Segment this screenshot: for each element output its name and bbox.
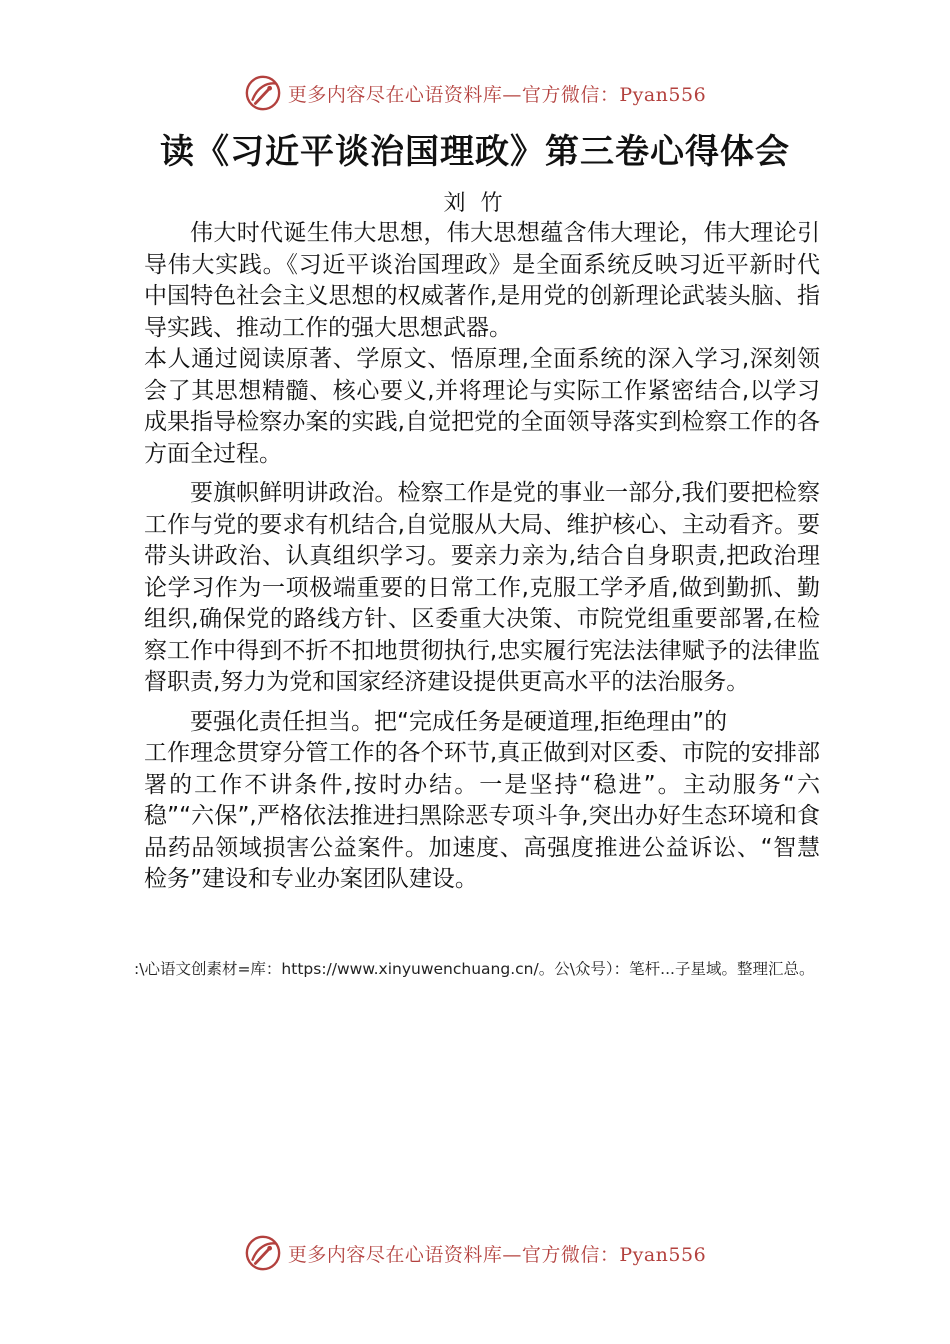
document-title: 读《习近平谈治国理政》第三卷心得体会 xyxy=(160,132,790,172)
paragraph: 工作理念贯穿分管工作的各个环节,真正做到对区委、市院的安排部署的工作不讲条件,按时办结。一是坚持“稳进”。主动服务“六稳”“六保”,严格依法推进扫黑除恶专项斗争,突出办好生态环境和食品药品领域损害公益案件。加速度、高强度推进公益诉讼、“智慧检务”建设和专业办案团队建设。 xyxy=(144,740,820,892)
watermark-text: 更多内容尽在心语资料库—官方微信：Pyan556 xyxy=(287,83,707,106)
watermark-footer xyxy=(0,1233,950,1273)
paragraph: 伟大时代诞生伟大思想，伟大思想蕴含伟大理论，伟大理论引导伟大实践。《习近平谈治国理政》是全面系统反映习近平新时代中国特色社会主义思想的权威著作,是用党的创新理论武装头脑、指导实践、推动工作的强大思想武器。 xyxy=(144,220,820,341)
brand-logo-icon xyxy=(244,74,282,112)
paragraph: 本人通过阅读原著、学原文、悟原理,全面系统的深入学习,深刻领会了其思想精髓、核心要义,并将理论与实际工作紧密结合,以学习成果指导检察办案的实践,自觉把党的全面领导落实到检察工作的各方面全过程。 xyxy=(144,346,820,467)
paragraph: 要强化责任担当。把“完成任务是硬道理,拒绝理由”的 xyxy=(190,708,728,735)
brand-logo-icon xyxy=(244,1234,282,1272)
paragraph: 要旗帜鲜明讲政治。检察工作是党的事业一部分,我们要把检察工作与党的要求有机结合,自觉服从大局、维护核心、主动看齐。要带头讲政治、认真组织学习。要亲力亲为,结合自身职责,把政治理论学习作为一项极端重要的日常工作,克服工学矛盾,做到勤抓、勤组织,确保党的路线方针、区委重大决策、市院党组重要部署,在检察工作中得到不折不扣地贯彻执行,忠实履行宪法法律赋予的法律监督职责,努力为党和国家经济建设提供更高水平的法治服务。 xyxy=(144,480,820,695)
document-body xyxy=(144,218,820,896)
source-reference: :\心语文创素材=库：https://www.xinyuwenchuang.cn/。公\众号）：笔杆...子星域。整理汇总。 xyxy=(134,960,815,978)
watermark-header xyxy=(0,73,950,113)
watermark-text: 更多内容尽在心语资料库—官方微信：Pyan556 xyxy=(287,1243,707,1266)
author-name: 刘 竹 xyxy=(443,191,507,216)
